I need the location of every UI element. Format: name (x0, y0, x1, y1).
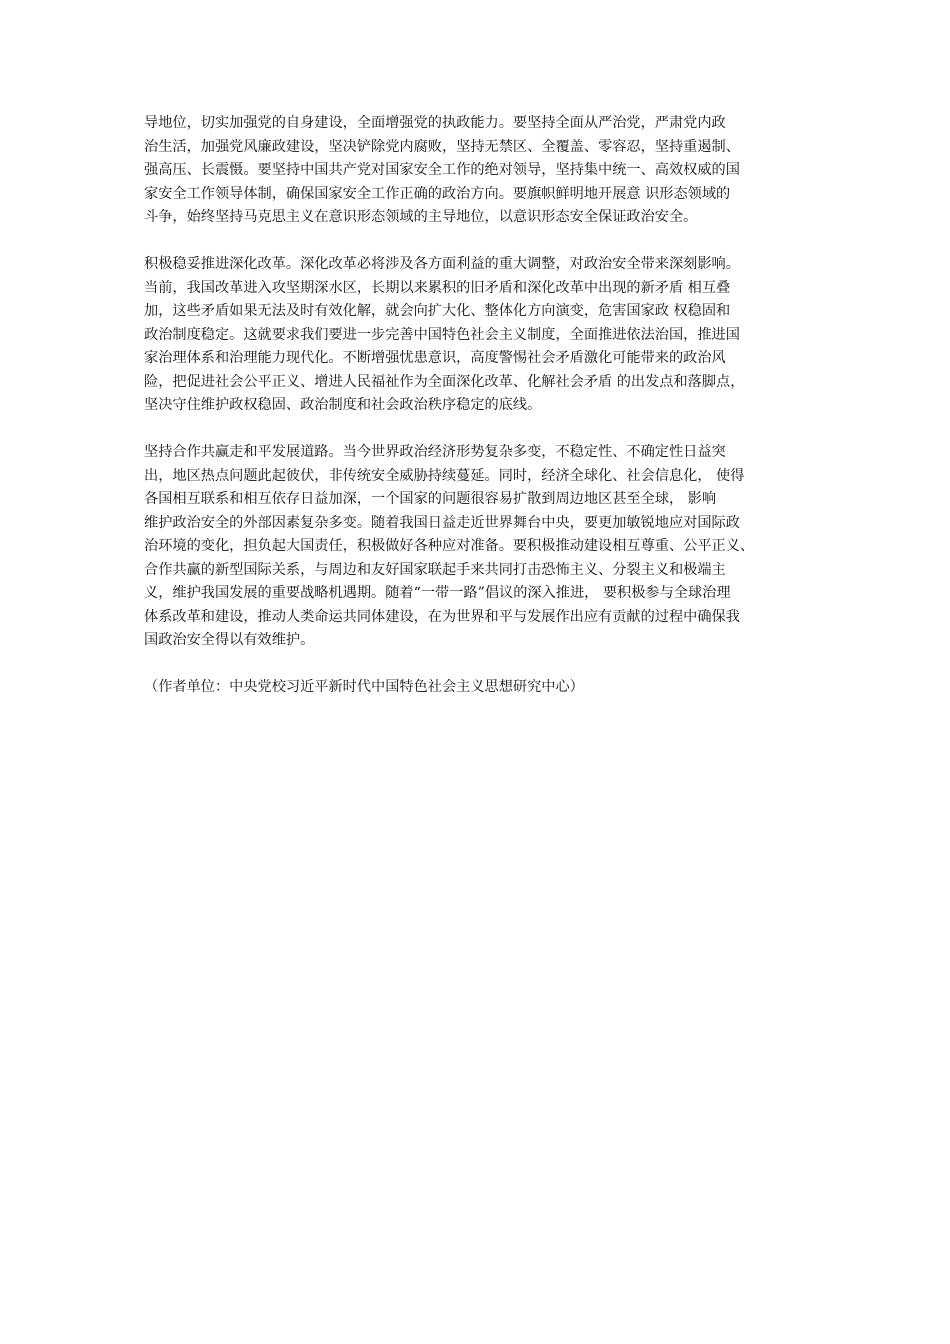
text-line: 体系改革和建设，推动人类命运共同体建设，在为世界和平与发展作出应有贡献的过程中确保我 (144, 608, 740, 625)
text-line: 坚持合作共赢走和平发展道路。当今世界政治经济形势复杂多变，不稳定性、不确定性日益突 (144, 444, 726, 460)
text-line: 维护政治安全的外部因素复杂多变。随着我国日益走近世界舞台中央，要更加敏锐地应对国际政 (144, 514, 740, 531)
text-line: 积极稳妥推进深化改革。深化改革必将涉及各方面利益的重大调整，对政治安全带来深刻影响。 (144, 256, 740, 272)
text-line: 家安全工作领导体制，确保国家安全工作正确的政治方向。要旗帜鲜明地开展意 识形态领域的 (144, 185, 731, 202)
text-line: 斗争，始终坚持马克思主义在意识形态领域的主导地位，以意识形态安全保证政治安全。 (144, 209, 698, 225)
text-line: 家治理体系和治理能力现代化。不断增强忧患意识，高度警惕社会矛盾激化可能带来的政治风 (144, 350, 726, 366)
text-line: 政治制度稳定。这就要求我们要进一步完善中国特色社会主义制度，全面推进依法治国，推进国 (144, 326, 740, 343)
text-line: 各国相互联系和相互依存日益加深，一个国家的问题很容易扩散到周边地区甚至全球， 影响 (144, 491, 717, 507)
text-line: 险，把促进社会公平正义、增进人民福祉作为全面深化改革、化解社会矛盾 的出发点和落脚点， (144, 373, 745, 390)
text-line: 导地位，切实加强党的自身建设，全面增强党的执政能力。要坚持全面从严治党，严肃党内政 (144, 115, 726, 131)
text-line: 坚决守住维护政权稳固、政治制度和社会政治秩序稳定的底线。 (144, 397, 542, 413)
text-line: 强高压、长震慑。要坚持中国共产党对国家安全工作的绝对领导，坚持集中统一、高效权威的国 (144, 162, 740, 178)
text-line: 治环境的变化，担负起大国责任，积极做好各种应对准备。要积极推动建设相互尊重、公平正义、 (144, 538, 755, 554)
text-line: （作者单位：中央党校习近平新时代中国特色社会主义思想研究中心） (144, 679, 584, 695)
text-line: 合作共赢的新型国际关系，与周边和友好国家联起手来共同打击恐怖主义、分裂主义和极端主 (144, 561, 726, 578)
paragraph-deepening-reform (144, 253, 824, 418)
paragraph-party-building (144, 112, 824, 230)
text-line: 加，这些矛盾如果无法及时有效化解，就会向扩大化、整体化方向演变，危害国家政 权稳固和 (144, 303, 731, 319)
text-line: 义，维护我国发展的重要战略机遇期。随着“一带一路”倡议的深入推进， 要积极参与全球治理 (144, 585, 731, 601)
text-line: 治生活，加强党风廉政建设，坚决铲除党内腐败，坚持无禁区、全覆盖、零容忍，坚持重遏制、 (144, 138, 740, 155)
author-affiliation (144, 676, 824, 700)
text-line: 当前，我国改革进入攻坚期深水区，长期以来累积的旧矛盾和深化改革中出现的新矛盾 相互叠 (144, 279, 731, 296)
paragraph-peaceful-development (144, 441, 824, 653)
text-line: 出，地区热点问题此起彼伏，非传统安全威胁持续蔓延。同时，经济全球化、社会信息化， 使得 (144, 467, 745, 484)
document-body (144, 112, 824, 700)
text-line: 国政治安全得以有效维护。 (144, 632, 315, 648)
